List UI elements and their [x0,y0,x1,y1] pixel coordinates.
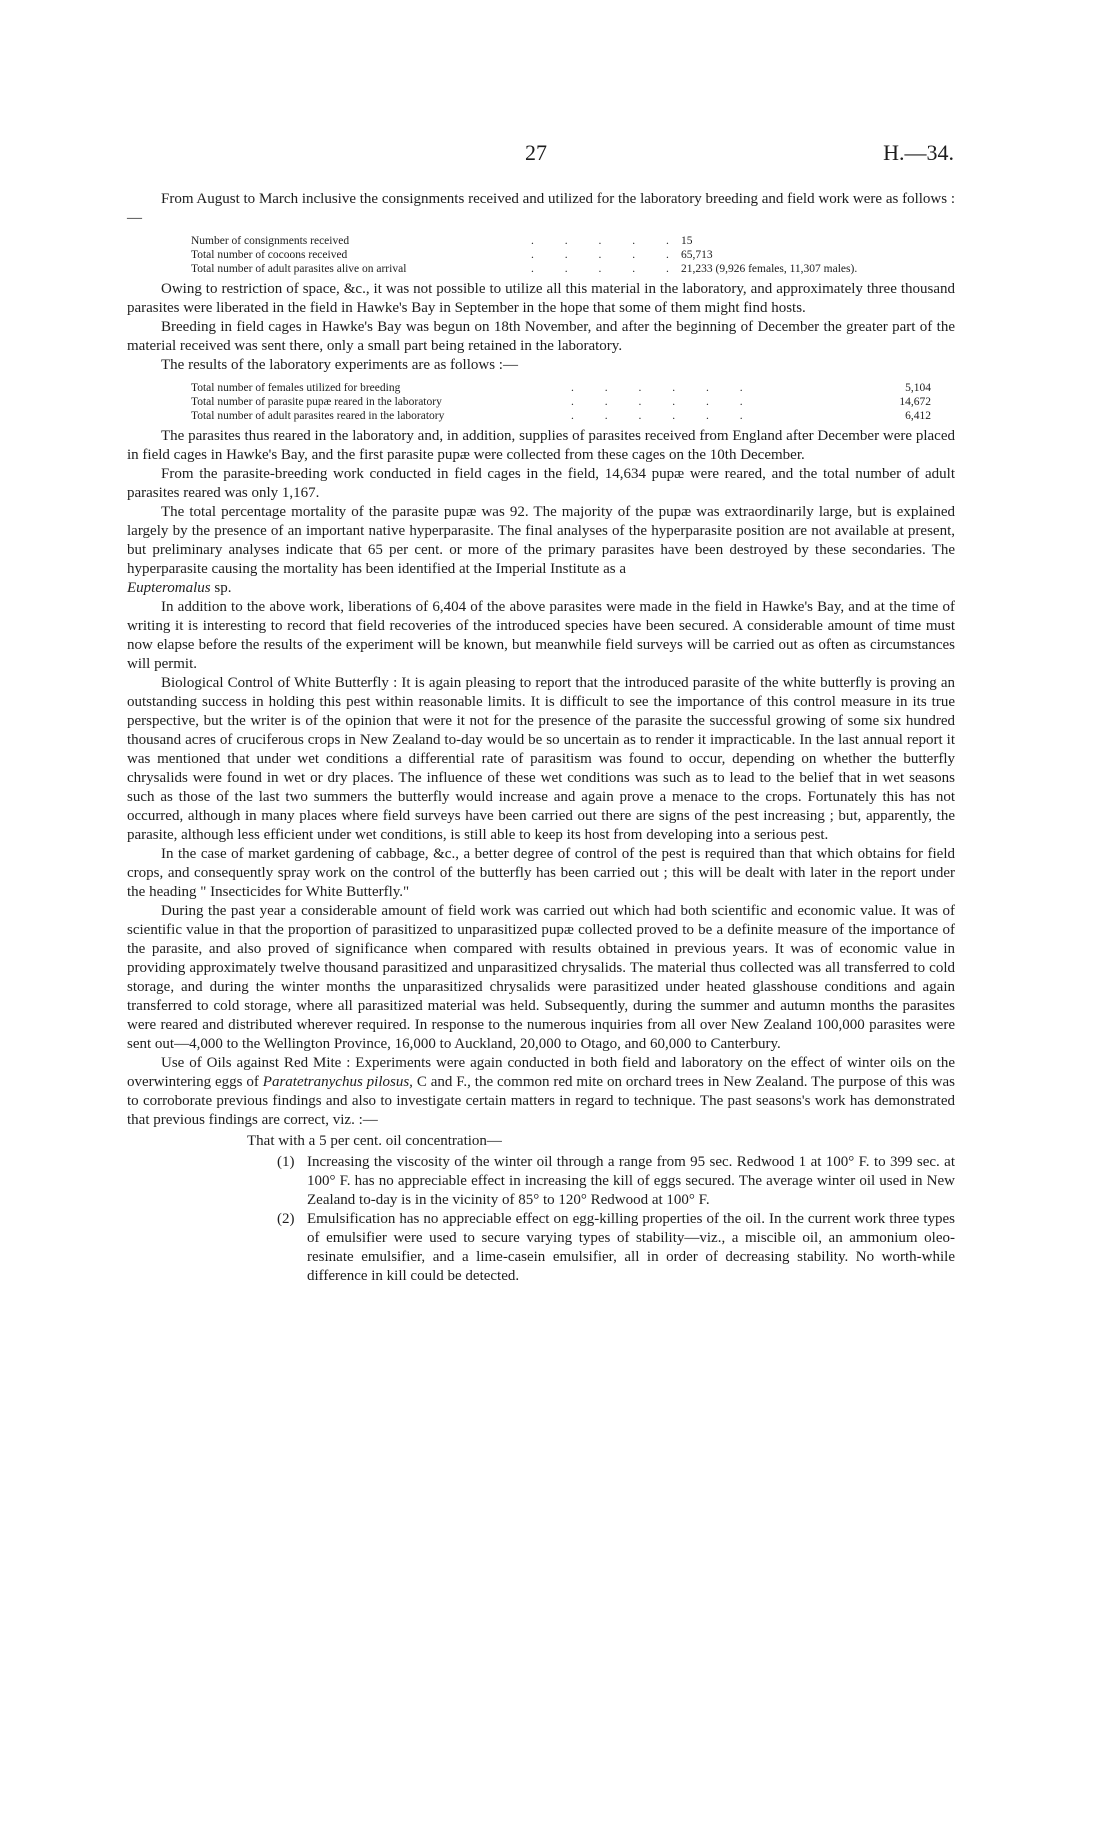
row-value: 6,412 [905,410,931,422]
row-leader: . . . . . . [571,410,757,422]
row-value: 65,713 [681,249,713,261]
list-item [277,1153,955,1210]
paragraph-consignments-intro: From August to March inclusive the consignments received and utilized for the laboratory breeding and field work were as follows :— [127,191,955,226]
red-mite-text-end: C and F., the common red mite on orchard trees in New Zealand. The purpose of this was to corroborate previous findings and also to investigate certain matters in regard to technique. The past seasons's work has demonstrated that previous findings are correct, viz. :— [127,1074,956,1128]
row-value: 14,672 [899,396,931,408]
paragraph-pupae-reared: From the parasite-breeding work conducted in field cages in the field, 14,634 pupæ were reared, and the total number of adult parasites reared was only 1,167. [127,466,955,501]
paragraph-space-restriction: Owing to restriction of space, &c., it was not possible to utilize all this material in the laboratory, and approximately three thousand parasites were liberated in the field in Hawke's Bay in September in the hope that some of them might find hosts. [127,281,955,316]
row-leader: . . . . . . [571,382,757,394]
species-name: Eupteromalus [127,580,211,596]
page-number: 27 [525,140,547,165]
paragraph-field-cages: Breeding in field cages in Hawke's Bay was begun on 18th November, and after the beginning of December the greater part of the material received was sent there, only a small part being retained in the laboratory. [127,319,955,354]
table-row [191,409,955,423]
row-label: Total number of parasite pupæ reared in the laboratory [191,396,442,408]
table-row [191,248,955,262]
paragraph-white-butterfly: Biological Control of White Butterfly : It is again pleasing to report that the introduced parasite of the white butterfly is proving an outstanding success in holding this pest within reasonable limits. It is difficult to see the importance of this control measure in its true perspective, but the writer is of the opinion that were it not for the presence of the parasite the successful growing of some six hundred thousand acres of cruciferous crops in New Zealand to-day would be so uncertain as to render it impracticable. In the last annual report it was mentioned that under wet conditions a differential rate of parasitism was found to occur, depending on whether the butterfly chrysalids were found in wet or dry places. The influence of these wet conditions was such as to lead to the belief that in wet seasons such as those of the last two summers the butterfly would increase and again prove a menace to the crops. Fortunately this has not occurred, although in many places where field surveys have been carried out there are signs of the pest increasing ; but, apparently, the parasite, although less efficient under wet conditions, is still able to keep its host from developing into a serious pest. [127,675,955,843]
mortality-text: The total percentage mortality of the parasite pupæ was 92. The majority of the pupæ was extraordinarily large, but is explained largely by the presence of an important native hyperparasite. The final analyses of the hyperparasite position are not available at present, but preliminary analyses indicate that 65 per cent. or more of the primary parasites have been destroyed by these secondaries. The hyperparasite causing the mortality has been identified at the Imperial Institute as a [127,504,955,577]
item-text: Emulsification has no appreciable effect on egg-killing properties of the oil. In the current work three types of emulsifier were used to secure varying types of stability—viz., a miscible oil, an ammonium oleo-resinate emulsifier, and a lime-casein emulsifier, all in order of decreasing stability. No worth-while difference in kill could be detected. [307,1211,955,1284]
list-item [277,1210,955,1286]
table-row [191,234,955,248]
paragraph-liberations: In addition to the above work, liberations of 6,404 of the above parasites were made in the field in Hawke's Bay, and at the time of writing it is interesting to record that field recoveries of the introduced species have been secured. A considerable amount of time must now elapse before the results of the experiment will be known, but meanwhile field surveys will be carried out as often as circumstances will permit. [127,599,955,672]
consignments-table [191,234,955,276]
row-label: Total number of cocoons received [191,249,348,261]
row-value: 5,104 [905,382,931,394]
red-mite-text: Use of Oils against Red Mite : Experiments were again conducted in both field and laboratory on the effect of winter oils on the overwintering eggs of [127,1055,955,1090]
row-leader: . . . . . . [571,396,757,408]
table-row [191,395,955,409]
item-text: Increasing the viscosity of the winter oil through a range from 95 sec. Redwood 1 at 100° F. to 399 sec. at 100° F. has no appreciable effect in increasing the kill of eggs secured. The average winter oil used in New Zealand to-day is in the vicinity of 85° to 120° Redwood at 100° F. [307,1154,955,1208]
item-number: (1) [277,1154,295,1170]
row-label: Total number of females utilized for breeding [191,382,401,394]
row-leader: . . . . . [531,249,683,261]
row-label: Total number of adult parasites reared in the laboratory [191,410,445,422]
species-suffix: sp. [214,580,232,596]
species-name: Paratetranychus pilosus, [262,1074,413,1090]
row-leader: . . . . . [531,263,683,275]
paragraph-results-intro: The results of the laboratory experiments are as follows :— [161,357,518,373]
item-number: (2) [277,1211,295,1227]
paragraph-market-gardening: In the case of market gardening of cabbage, &c., a better degree of control of the pest is required than that which obtains for field crops, and consequently spray work on the control of the butterfly has been carried out ; this will be dealt with later in the report under the heading " Insecticides for White Butterfly." [127,846,955,900]
page-header [0,140,1114,170]
table-row [191,262,955,276]
paragraph-red-mite [127,1054,955,1130]
row-value: 15 [681,235,693,247]
paragraph-field-work: During the past year a considerable amount of field work was carried out which had both scientific and economic value. It was of scientific value in that the proportion of parasitized to unparasitized pupæ collected proved to be a definite measure of the importance of the parasite, and also proved of significance when compared with results obtained in previous years. It was of economic value in providing approximately twelve thousand parasitized and unparasitized chrysalids. The material thus collected was all transferred to cold storage, and during the winter months the unparasitized chrysalids were parasitized under heated glasshouse conditions and again transferred to cold storage, where all parasitized material was held. Subsequently, during the summer and autumn months the parasites were reared and distributed wherever required. In response to the numerous inquiries from all over New Zealand 100,000 parasites were sent out—4,000 to the Wellington Province, 16,000 to Auckland, 20,000 to Otago, and 60,000 to Canterbury. [127,903,955,1052]
results-table [191,381,955,423]
row-label: Total number of adult parasites alive on arrival [191,263,407,275]
row-label: Number of consignments received [191,235,350,247]
row-leader: . . . . . [531,235,683,247]
table-row [191,381,955,395]
page-body [127,190,955,1286]
series-code: H.—34. [883,140,954,165]
concentration-lead: That with a 5 per cent. oil concentration— [247,1133,502,1149]
paragraph-england-supplies: The parasites thus reared in the laboratory and, in addition, supplies of parasites received from England after December were placed in field cages in Hawke's Bay, and the first parasite pupæ were collected from these cages on the 10th December. [127,428,955,463]
row-value: 21,233 (9,926 females, 11,307 males). [681,263,858,275]
paragraph-mortality [127,503,955,598]
